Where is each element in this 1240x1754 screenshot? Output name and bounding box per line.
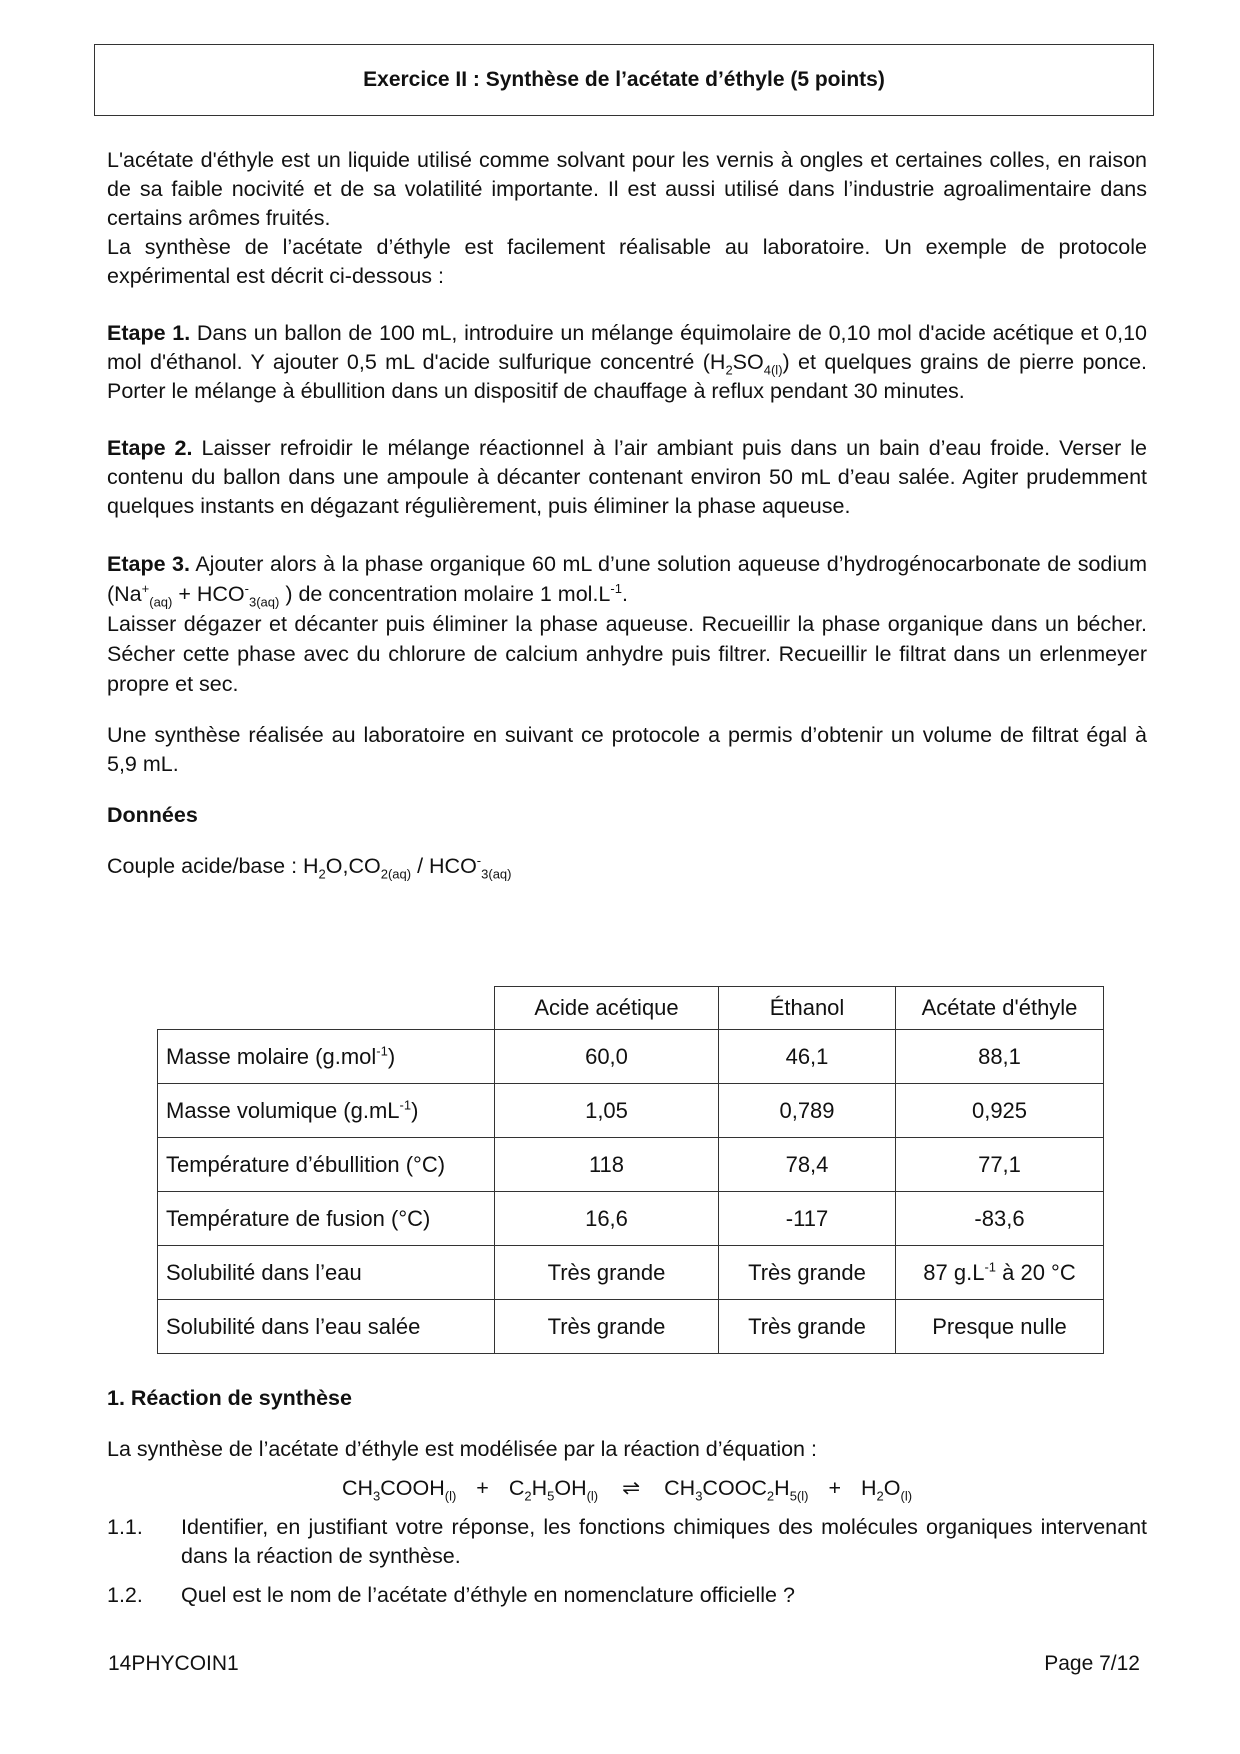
table-header: Acétate d'éthyle — [896, 987, 1104, 1030]
question-text: Quel est le nom de l’acétate d’éthyle en nomenclature officielle ? — [181, 1583, 795, 1607]
exercise-title — [94, 44, 1154, 116]
table-cell: 0,925 — [896, 1084, 1104, 1138]
table-corner — [158, 987, 495, 1030]
question-text: Identifier, en justifiant votre réponse, les fonctions chimiques des molécules organiques intervenant dans la réaction de synthèse. — [181, 1515, 1147, 1568]
etape-3-label: Etape 3. — [107, 552, 190, 576]
table-row — [158, 1030, 1104, 1084]
table-cell: 1,05 — [495, 1084, 719, 1138]
etape-1-label: Etape 1. — [107, 321, 191, 345]
row-label: Masse molaire (g.mol$^{-1}$) — [158, 1030, 495, 1084]
equilibrium-arrow-icon: ⇌ — [622, 1476, 641, 1500]
question-1-1 — [107, 1513, 1147, 1571]
section-1-intro: La synthèse de l’acétate d’éthyle est modélisée par la réaction d’équation : — [107, 1437, 817, 1461]
section-1 — [107, 1384, 1147, 1610]
etape-1: Etape 1. Dans un ballon de 100 mL, introduire un mélange équimolaire de 0,10 mol d'acide acétique et 0,10 mol d'éthanol. Y ajouter 0,5 mL d'acide sulfurique concentré $(H_2SO_{4(l)})$ et quelques grains de pierre ponce. Porter le mélange à ébullition dans un dispositif de chauffage à reflux pendant 30 minutes. — [107, 321, 1147, 403]
table-cell: Très grande — [495, 1300, 719, 1354]
table-cell: 16,6 — [495, 1192, 719, 1246]
table-cell: Presque nulle — [896, 1300, 1104, 1354]
table-cell: 88,1 — [896, 1030, 1104, 1084]
donnees-heading: Données — [107, 803, 198, 827]
question-1-2 — [107, 1581, 1147, 1610]
table-row — [158, 1300, 1104, 1354]
exercise-title-text: Exercice II : Synthèse de l’acétate d’éthyle (5 points) — [363, 68, 885, 91]
table-row — [158, 1084, 1104, 1138]
table-cell: 46,1 — [719, 1030, 896, 1084]
row-label: Masse volumique $(g.mL^{-1})$ — [158, 1084, 495, 1138]
intro-paragraph-1: L'acétate d'éthyle est un liquide utilisé comme solvant pour les vernis à ongles et certaines colles, en raison de sa faible nocivité et de sa volatilité importante. Il est aussi utilisé dans l’industrie agroalimentaire dans certains arômes fruités. — [107, 148, 1147, 230]
row-label: Température d’ébullition (°C) — [158, 1138, 495, 1192]
row-label: Température de fusion (°C) — [158, 1192, 495, 1246]
data-table — [157, 986, 1104, 1354]
table-cell: 60,0 — [495, 1030, 719, 1084]
etape-2: Etape 2. Laisser refroidir le mélange réactionnel à l’air ambiant puis dans un bain d’eau froide. Verser le contenu du ballon dans une ampoule à décanter contenant environ 50 mL d’eau salée. Agiter prudemment quelques instants en dégazant régulièrement, puis éliminer la phase aqueuse. — [107, 436, 1147, 518]
resultat-paragraph: Une synthèse réalisée au laboratoire en suivant ce protocole a permis d’obtenir un volume de filtrat égal à 5,9 mL. — [107, 723, 1147, 776]
table-cell: 77,1 — [896, 1138, 1104, 1192]
table-cell: -117 — [719, 1192, 896, 1246]
table-cell: Très grande — [719, 1246, 896, 1300]
intro-paragraph-2: La synthèse de l’acétate d’éthyle est facilement réalisable au laboratoire. Un exemple de protocole expérimental est décrit ci-dessous : — [107, 235, 1147, 288]
section-1-heading: 1. Réaction de synthèse — [107, 1386, 352, 1410]
couple-acide-base: Couple acide/base : $H_2O,CO_{2(aq)} / HCO^-_{3(aq)}$ — [107, 852, 512, 882]
document-body — [107, 146, 1147, 881]
question-number: 1.2. — [107, 1583, 143, 1607]
row-label: Solubilité dans l’eau salée — [158, 1300, 495, 1354]
table-cell: 0,789 — [719, 1084, 896, 1138]
etape-3: Etape 3. Ajouter alors à la phase organique 60 mL d’une solution aqueuse d’hydrogénocarbonate de sodium ($Na^+_{(aq)} + HCO^-_{3(aq)}$ ) de concentration molaire 1 $mol.L^{-1}$. Laisser dégazer et décanter puis éliminer la phase aqueuse. Recueillir la phase organique dans un bécher. Sécher cette phase avec du chlorure de calcium anhydre puis filtrer. Recueillir le filtrat dans un erlenmeyer propre et sec. — [107, 552, 1147, 696]
footer-page-number: Page 7/12 — [1044, 1652, 1140, 1675]
table-cell: 118 — [495, 1138, 719, 1192]
table-row — [158, 1138, 1104, 1192]
table-header: Éthanol — [719, 987, 896, 1030]
table-row — [158, 1192, 1104, 1246]
table-cell: Très grande — [719, 1300, 896, 1354]
table-row — [158, 1246, 1104, 1300]
footer-code: 14PHYCOIN1 — [108, 1652, 239, 1675]
table-header-row — [158, 987, 1104, 1030]
table-cell: -83,6 — [896, 1192, 1104, 1246]
table-cell: 78,4 — [719, 1138, 896, 1192]
row-label: Solubilité dans l’eau — [158, 1246, 495, 1300]
table-cell: Très grande — [495, 1246, 719, 1300]
etape-2-label: Etape 2. — [107, 436, 193, 460]
table-cell: 87 $g.L^{-1}$ à 20 °C — [896, 1246, 1104, 1300]
table-header: Acide acétique — [495, 987, 719, 1030]
question-number: 1.1. — [107, 1515, 143, 1539]
reaction-equation: $CH_3COOH_{(l)} + C_2H_5OH_{(l)}$ ⇌ $CH_3COOC_2H_{5(l)} + H_2O_{(l)}$ — [341, 1476, 913, 1504]
